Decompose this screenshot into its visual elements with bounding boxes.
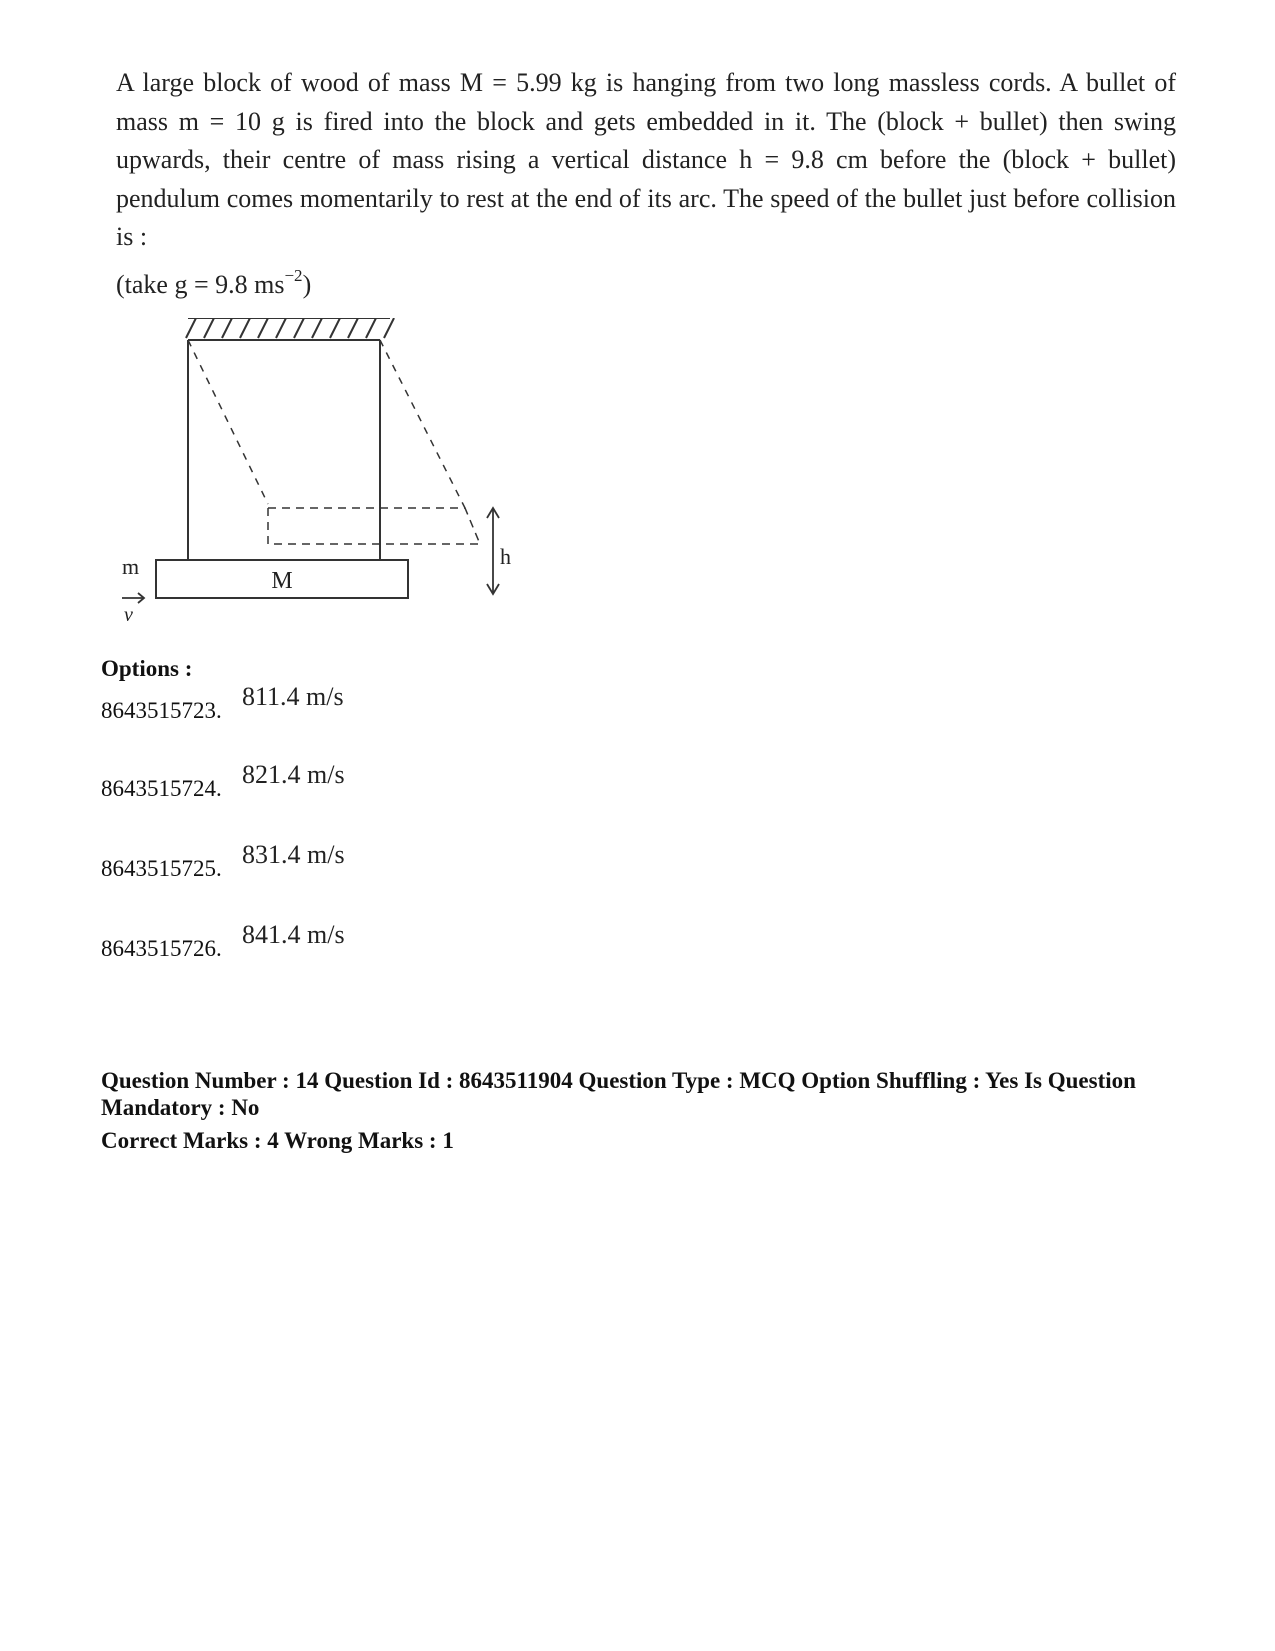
swung-block-outline xyxy=(268,508,480,544)
velocity-arrow xyxy=(122,593,144,603)
option-value: 841.4 m/s xyxy=(242,920,345,949)
option-id: 8643515725. xyxy=(101,856,222,881)
gravity-note-prefix: (take g = 9.8 ms xyxy=(116,270,285,299)
question-text: A large block of wood of mass M = 5.99 kg is hanging from two long massless cords. A bullet of mass m = 10 g is fired into the block and gets embedded in it. The (block + bullet) then swing upwards, their centre of mass rising a vertical distance h = 9.8 cm before the (block + bullet) pendulum comes momentarily to rest at the end of its arc. The speed of the bullet just before collision is : xyxy=(116,68,1176,251)
height-arrow xyxy=(487,508,499,594)
option-id: 8643515723. xyxy=(101,698,222,723)
block-label: M xyxy=(271,568,293,594)
velocity-label: v xyxy=(124,604,133,626)
bullet-mass-label: m xyxy=(122,554,140,579)
left-cord-swung xyxy=(188,340,268,504)
options-heading: Options : xyxy=(101,656,193,681)
ceiling-hatch xyxy=(186,318,394,338)
option-value: 831.4 m/s xyxy=(242,840,345,869)
gravity-note-exponent: −2 xyxy=(284,266,303,285)
option-value: 821.4 m/s xyxy=(242,760,345,789)
gravity-note-suffix: ) xyxy=(302,270,312,299)
ballistic-pendulum-diagram xyxy=(110,318,530,648)
right-cord-swung xyxy=(380,340,465,508)
height-label: h xyxy=(500,544,511,569)
option-value: 811.4 m/s xyxy=(242,682,344,711)
option-id: 8643515726. xyxy=(101,936,222,961)
gravity-note xyxy=(116,266,311,300)
question-block xyxy=(116,64,1176,257)
marks-meta: Correct Marks : 4 Wrong Marks : 1 xyxy=(101,1128,454,1153)
option-id: 8643515724. xyxy=(101,776,222,801)
question-meta: Question Number : 14 Question Id : 8643511904 Question Type : MCQ Option Shuffling : Yes Is Question Mandatory : No xyxy=(101,1068,1136,1120)
